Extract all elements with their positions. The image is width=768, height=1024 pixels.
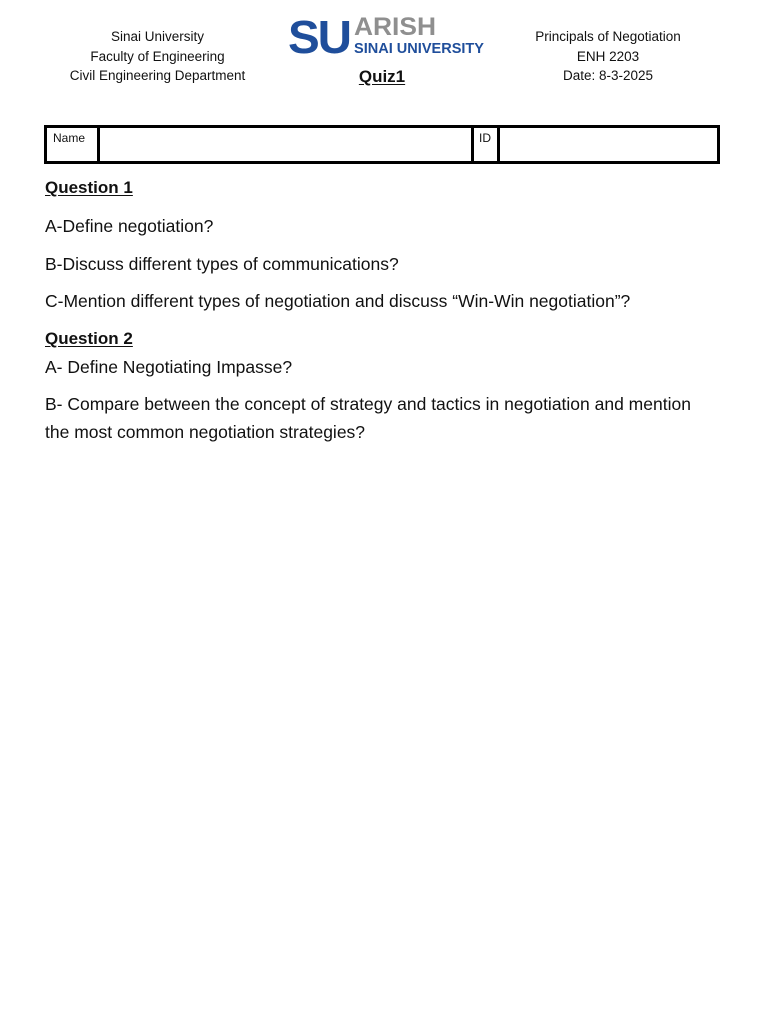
question-1-item-b: B-Discuss different types of communications? — [45, 254, 399, 274]
question-1-heading: Question 1 — [45, 178, 133, 197]
question-2-heading: Question 2 — [45, 329, 133, 348]
course-info — [510, 27, 706, 86]
course-name: Principals of Negotiation — [535, 29, 681, 44]
university-name: Sinai University — [110, 29, 205, 44]
faculty-name: Faculty of Engineering — [90, 48, 225, 64]
question-2-item-a: A- Define Negotiating Impasse? — [45, 357, 293, 377]
question-1-item-a: A-Define negotiation? — [45, 216, 214, 236]
question-2-item-b: B- Compare between the concept of strategy and tactics in negotiation and mention the most common negotiation strategies? — [45, 394, 691, 442]
name-label: Name — [47, 128, 100, 161]
id-label: ID — [474, 128, 500, 161]
name-field[interactable] — [100, 128, 474, 161]
department-name: Civil Engineering Department — [69, 68, 246, 83]
university-logo — [288, 13, 486, 59]
id-field[interactable] — [500, 128, 717, 161]
course-code: ENH 2203 — [576, 48, 640, 64]
svg-text:SU: SU — [288, 13, 350, 59]
question-1-item-c: C-Mention different types of negotiation and discuss “Win-Win negotiation”? — [45, 291, 631, 311]
quiz-title: Quiz1 — [358, 67, 406, 86]
quiz-date: Date: 8-3-2025 — [562, 68, 654, 83]
university-info — [50, 27, 265, 86]
svg-text:SINAI UNIVERSITY: SINAI UNIVERSITY — [354, 40, 484, 57]
student-info-table — [44, 125, 720, 164]
svg-text:ARISH: ARISH — [354, 13, 436, 41]
